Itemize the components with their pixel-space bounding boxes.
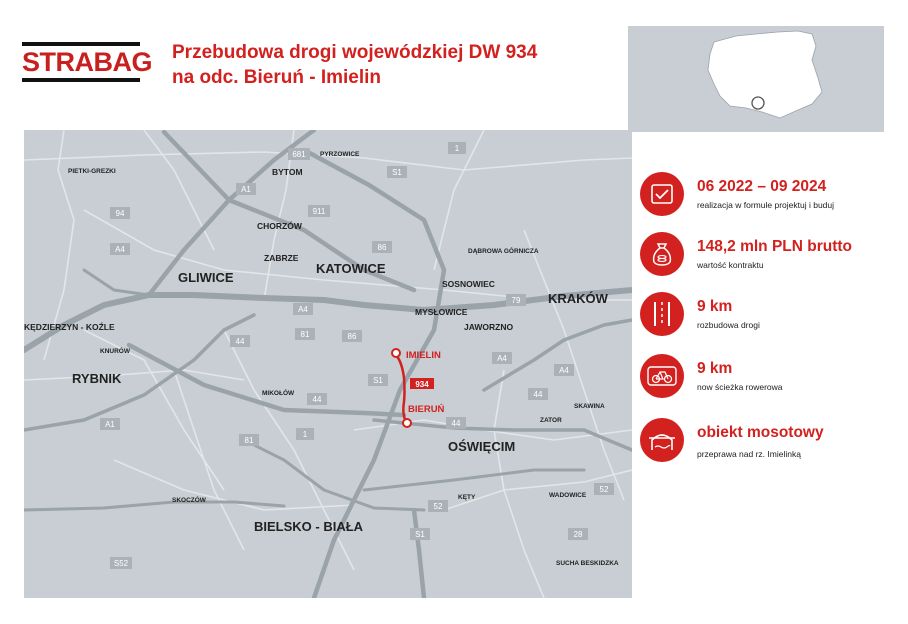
city-jaworzno: JAWORZNO: [464, 322, 514, 332]
city-krakow: KRAKÓW: [548, 291, 608, 306]
shield-44-west-label: 44: [235, 337, 245, 346]
shield-s1-south-label: S1: [415, 530, 425, 539]
fact-bridge-desc: przeprawa nad rz. Imielinką: [697, 449, 801, 459]
shield-44-oswiecim-label: 44: [451, 419, 461, 428]
bridge-icon: [640, 418, 684, 462]
bierun-marker: [403, 419, 411, 427]
city-skawina: SKAWINA: [574, 403, 605, 410]
fact-bridge: [640, 418, 900, 468]
shield-a1-north-label: A1: [241, 185, 251, 194]
fact-timeline-desc: realizacja w formule projektuj i buduj: [697, 200, 835, 210]
city-knurow: KNURÓW: [100, 348, 130, 355]
city-pietki: PIETKI-GREZKI: [68, 168, 116, 175]
imielin-label: IMIELIN: [406, 350, 441, 361]
shield-1-south-label: 1: [302, 430, 308, 439]
city-kedzierzyn: KĘDZIERZYN - KOŹLE: [24, 322, 115, 332]
shield-81-north-label: 81: [300, 330, 310, 339]
shield-28-label: 28: [573, 530, 583, 539]
city-sosnowiec: SOSNOWIEC: [442, 279, 495, 289]
fact-timeline-value: 06 2022 – 09 2024: [697, 178, 827, 195]
fact-value-amount: 148,2 mln PLN brutto: [697, 238, 853, 255]
shield-s1-center-label: S1: [373, 376, 383, 385]
city-gliwice: GLIWICE: [178, 270, 234, 285]
shield-a4-center-label: A4: [298, 305, 308, 314]
city-pyrzowice: PYRZOWICE: [320, 151, 360, 158]
poland-inset-map: [628, 26, 884, 132]
fact-road: [640, 292, 900, 342]
route-934-label: 934: [415, 380, 429, 389]
shield-911-label: 911: [312, 207, 326, 216]
city-bielsko: BIELSKO - BIAŁA: [254, 519, 364, 534]
road-icon: [640, 292, 684, 336]
city-mikolow: MIKOŁÓW: [262, 390, 295, 397]
strabag-logo: [22, 42, 152, 82]
shield-94-label: 94: [115, 209, 125, 218]
shield-79-label: 79: [511, 296, 521, 305]
city-zator: ZATOR: [540, 417, 562, 424]
shield-44-mikolow-label: 44: [312, 395, 322, 404]
city-skoczow: SKOCZÓW: [172, 497, 206, 504]
shield-86-south-label: 86: [347, 332, 357, 341]
shield-86-north-label: 86: [377, 243, 387, 252]
logo-text: STRABAG: [22, 47, 152, 77]
shield-1-north-label: 1: [454, 144, 460, 153]
fact-road-desc: rozbudowa drogi: [697, 320, 760, 330]
bicycle-icon: [640, 354, 684, 398]
fact-value-desc: wartość kontraktu: [697, 260, 764, 270]
region-map: [24, 130, 632, 598]
city-rybnik: RYBNIK: [72, 371, 122, 386]
city-myslowice: MYSŁOWICE: [415, 307, 468, 317]
shield-a4-west-label: A4: [115, 245, 125, 254]
shield-s1-north-label: S1: [392, 168, 402, 177]
fact-timeline: [640, 172, 900, 222]
shield-81-south-label: 81: [244, 436, 254, 445]
city-zabrze: ZABRZE: [264, 253, 299, 263]
city-dabrowa: DĄBROWA GÓRNICZA: [468, 248, 539, 255]
fact-value: [640, 232, 900, 282]
fact-bike-desc: now ścieżka rowerowa: [697, 382, 783, 392]
city-oswiecim: OŚWIĘCIM: [448, 439, 516, 454]
poland-outline: [708, 31, 822, 118]
city-katowice: KATOWICE: [316, 261, 386, 276]
fact-bridge-title: obiekt mosotowy: [697, 424, 824, 441]
shield-a4-far-east-label: A4: [559, 366, 569, 375]
shield-52-kety-label: 52: [433, 502, 443, 511]
money-bag-icon: [640, 232, 684, 276]
fact-bike-length: 9 km: [697, 360, 733, 377]
calendar-check-icon: [640, 172, 684, 216]
city-sucha: SUCHA BESKIDZKA: [556, 560, 619, 567]
title-line-2: na odc. Bieruń - Imielin: [172, 67, 382, 88]
page-title: [172, 40, 537, 90]
imielin-marker: [392, 349, 400, 357]
logo-top-bar: [22, 42, 140, 46]
shield-44-east-label: 44: [533, 390, 543, 399]
shield-681-label: 681: [292, 150, 306, 159]
logo-bottom-bar: [22, 78, 140, 82]
city-wadowice: WADOWICE: [549, 492, 587, 499]
city-bytom: BYTOM: [272, 167, 303, 177]
shield-a1-south-label: A1: [105, 420, 115, 429]
city-chorzow: CHORZÓW: [257, 221, 302, 231]
fact-bike: [640, 354, 900, 404]
bierun-label: BIERUŃ: [408, 404, 445, 415]
shield-52-wadowice-label: 52: [599, 485, 609, 494]
shield-s52-label: S52: [113, 559, 129, 568]
city-kety: KĘTY: [458, 494, 476, 501]
fact-road-length: 9 km: [697, 298, 733, 315]
shield-a4-east-label: A4: [497, 354, 507, 363]
title-line-1: Przebudowa drogi wojewódzkiej DW 934: [172, 42, 538, 63]
